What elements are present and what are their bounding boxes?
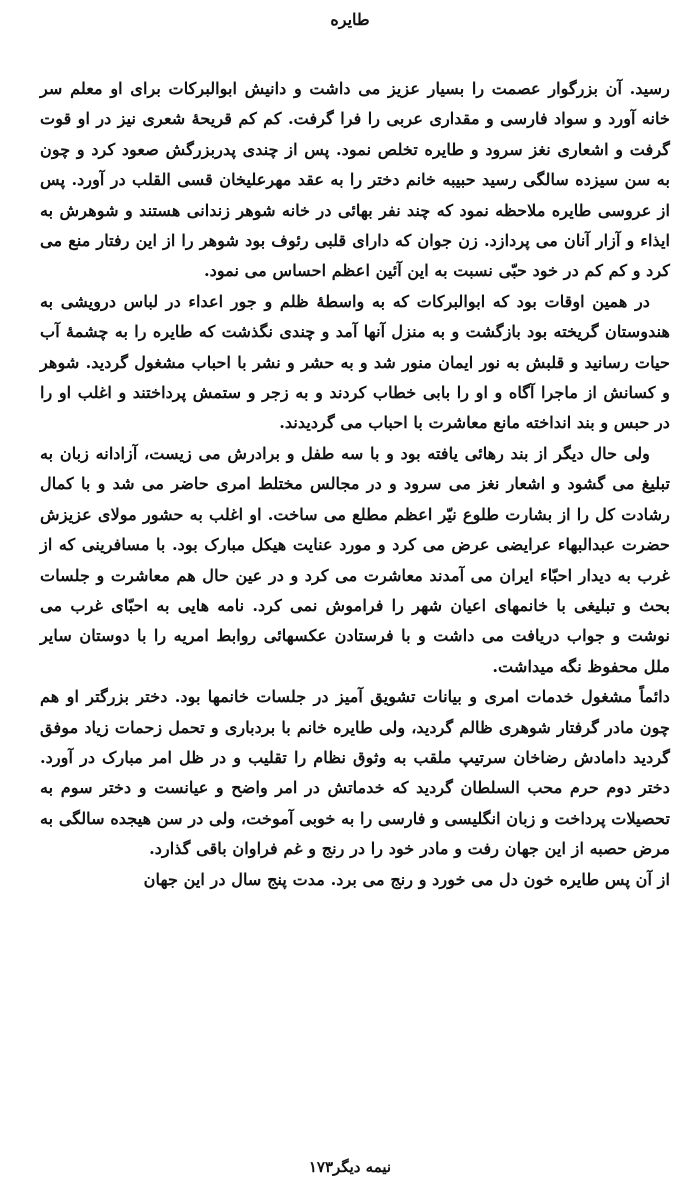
- page-footer: نیمه دیگر۱۷۳: [308, 1158, 392, 1176]
- paragraph: رسید. آن بزرگوار عصمت را بسیار عزیز می داشت و دانیش ابوالبرکات برای او معلم سر خانه آورد و سواد فارسی و مقداری عربی را فرا گرفت. کم کم قریحهٔ شعری نیز در او قوت گرفت و اشعاری نغز سرود و طایره تخلص نمود. پس از چندی پدربزرگش صعود کرد و چون به سن سیزده سالگی رسید حبیبه خانم دختر را به عقد مهرعلیخان قسی القلب در آورد. پس از عروسی طایره ملاحظه نمود که چند نفر بهائی در خانه شوهر زندانی هستند و شوهرش به ایذاء و آزار آنان می پردازد. زن جوان که دارای قلبی رئوف بود شوهر را از این رفتار منع می کرد و کم کم در خود حبّی نسبت به این آئین اعظم احساس می نمود.: [40, 79, 670, 281]
- body-text: [40, 74, 670, 895]
- running-head-title: طایره: [330, 10, 370, 29]
- paragraph: در همین اوقات بود که ابوالبرکات که به واسطهٔ ظلم و جور اعداء در لباس درویشی به هندوستان گریخته بود بازگشت و به منزل آنها آمد و چندی نگذشت که طایره را به چشمهٔ آب حیات رسانید و قلبش به نور ایمان منور شد و به حشر و نشر با احباب مشغول گردید. شوهر و کسانش از ماجرا آگاه و او را بابی خطاب کردند و به زجر و ستمش پرداختند و اغلب او را در حبس و بند انداخته مانع معاشرت با احباب می گردیدند.: [40, 291, 670, 433]
- paragraph: از آن پس طایره خون دل می خورد و رنج می برد. مدت پنج سال در این جهان: [143, 869, 670, 889]
- paragraph: دائماً مشغول خدمات امری و بیانات تشویق آمیز در جلسات خانمها بود. دختر بزرگتر او هم چون مادر گرفتار شوهری ظالم گردید، ولی طایره خانم با بردباری و تحمل زحمات زیاد موفق گردید دامادش رضاخان سرتیپ ملقب به وثوق نظام را تقلیب و در ظل امر مبارک در آورد. دختر دوم حرم محب السلطان گردید که خدماتش در امر واضح و عیانست و دختر سوم به تحصیلات پرداخت و زبان انگلیسی و فارسی را به خوبی آموخت، ولی در سن هیجده سالگی به مرض حصبه از این جهان رفت و مادر خود را در رنج و غم فراوان باقی گذارد.: [40, 687, 670, 859]
- paragraph: ولی حال دیگر از بند رهائی یافته بود و با سه طفل و برادرش می زیست، آزادانه زبان به تبلیغ می گشود و اشعار نغز می سرود و در مجالس مختلط امری حاضر می شد و با کمال رشادت کل را از بشارت طلوع نیّر اعظم مطلع می ساخت. او اغلب به حشور مولای عزیزش حضرت عبدالبهاء عرایضی عرض می کرد و مورد عنایت هیکل مبارک بود. با مسافرینی که از غرب به دیدار احبّاء ایران می آمدند معاشرت می کرد و در عین حال هم معاشرت و جلسات بحث و تبلیغی با خانمهای اعیان شهر را فراموش نمی کرد. نامه هایی به احبّای غرب می نوشت و جواب دریافت می داشت و با فرستادن عکسهائی روابط امریه را با دوستان سایر ملل محفوظ نگه میداشت.: [40, 443, 670, 676]
